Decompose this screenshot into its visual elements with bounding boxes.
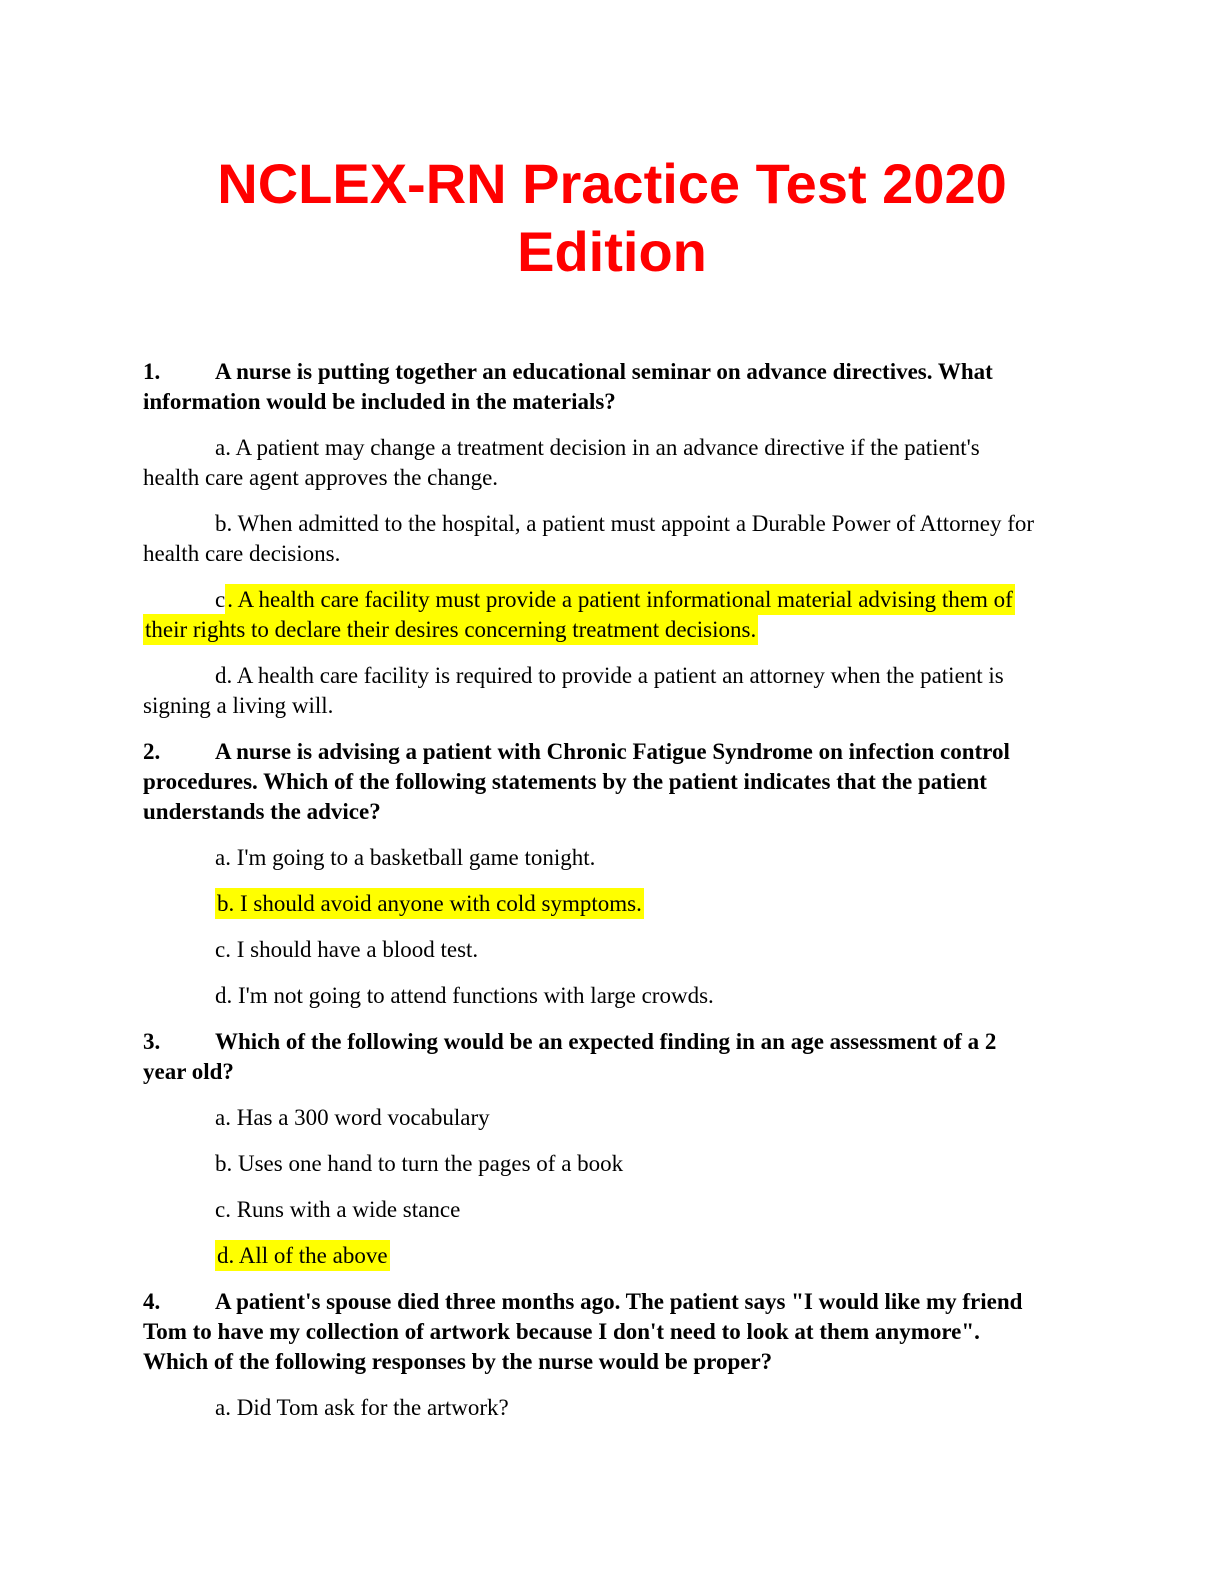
answer-option [143, 585, 1157, 645]
question-number: 2. [143, 739, 161, 764]
question-stem [143, 357, 1157, 417]
question-stem [143, 1287, 1157, 1377]
option-text: c. Runs with a wide stance [215, 1197, 461, 1222]
highlighted-answer-text: b. I should avoid anyone with cold symptoms. [215, 888, 644, 919]
question-block [143, 357, 1157, 721]
stem-line-text: A patient's spouse died three months ago. The patient says "I would like my friend [215, 1289, 1023, 1314]
option-text: b. Uses one hand to turn the pages of a book [215, 1151, 624, 1176]
option-text: health care decisions. [143, 541, 341, 566]
stem-line-text: A nurse is advising a patient with Chronic Fatigue Syndrome on infection control [215, 739, 1010, 764]
answer-option [143, 661, 1157, 721]
stem-line-text: Which of the following responses by the nurse would be proper? [143, 1349, 773, 1374]
question-stem [143, 1027, 1157, 1087]
answer-option [143, 1393, 1157, 1423]
option-text: a. Did Tom ask for the artwork? [215, 1395, 509, 1420]
stem-line-text: Which of the following would be an expected finding in an age assessment of a 2 [215, 1029, 997, 1054]
option-text: health care agent approves the change. [143, 465, 499, 490]
stem-line-text: understands the advice? [143, 799, 381, 824]
option-text: a. A patient may change a treatment decision in an advance directive if the patient's [215, 435, 980, 460]
questions-list [143, 357, 1157, 1423]
document-title [72, 150, 1152, 286]
answer-option [143, 509, 1157, 569]
option-text: c [215, 587, 226, 612]
option-text: d. A health care facility is required to provide a patient an attorney when the patient is [215, 663, 1004, 688]
question-block [143, 1287, 1157, 1423]
highlighted-answer-text: . A health care facility must provide a patient informational material advising them of [225, 584, 1015, 615]
option-text: a. Has a 300 word vocabulary [215, 1105, 490, 1130]
question-number: 4. [143, 1289, 161, 1314]
option-text: d. I'm not going to attend functions with large crowds. [215, 983, 714, 1008]
stem-line-text: procedures. Which of the following statements by the patient indicates that the patient [143, 769, 987, 794]
title-line-2: Edition [517, 220, 707, 283]
answer-option [143, 935, 1157, 965]
answer-option [143, 981, 1157, 1011]
option-text: signing a living will. [143, 693, 334, 718]
answer-option [143, 889, 1157, 919]
stem-line-text: A nurse is putting together an educational seminar on advance directives. What [215, 359, 993, 384]
highlighted-answer-text: their rights to declare their desires concerning treatment decisions. [143, 614, 758, 645]
stem-line-text: Tom to have my collection of artwork because I don't need to look at them anymore". [143, 1319, 980, 1344]
answer-option [143, 433, 1157, 493]
stem-line-text: year old? [143, 1059, 234, 1084]
answer-option [143, 1241, 1157, 1271]
option-text: b. When admitted to the hospital, a patient must appoint a Durable Power of Attorney for [215, 511, 1035, 536]
answer-option [143, 843, 1157, 873]
question-number: 1. [143, 359, 161, 384]
option-text: c. I should have a blood test. [215, 937, 479, 962]
answer-option [143, 1195, 1157, 1225]
option-text: a. I'm going to a basketball game tonight. [215, 845, 596, 870]
highlighted-answer-text: d. All of the above [215, 1240, 390, 1271]
title-line-1: NCLEX-RN Practice Test 2020 [217, 152, 1007, 215]
question-block [143, 1027, 1157, 1271]
stem-line-text: information would be included in the materials? [143, 389, 616, 414]
answer-option [143, 1149, 1157, 1179]
answer-option [143, 1103, 1157, 1133]
question-block [143, 737, 1157, 1011]
question-stem [143, 737, 1157, 827]
question-number: 3. [143, 1029, 161, 1054]
